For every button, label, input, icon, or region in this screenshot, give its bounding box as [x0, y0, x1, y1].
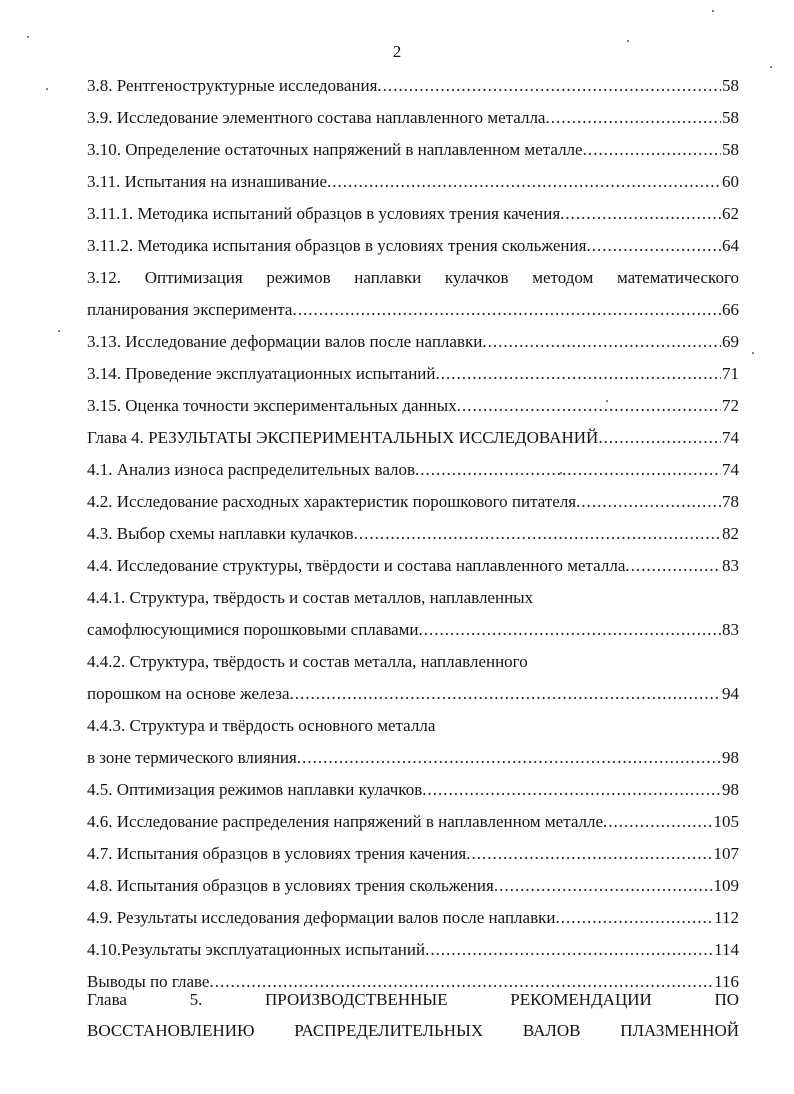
toc-entry-title: 3.11.1. Методика испытаний образцов в условиях трения качения — [87, 204, 561, 223]
toc-entry-title: 3.15. Оценка точности экспериментальных данных — [87, 396, 457, 415]
toc-entry — [87, 520, 739, 552]
toc-entry-title: в зоне термического влияния — [87, 748, 297, 767]
toc-entry — [87, 488, 739, 520]
scan-speck — [58, 330, 60, 332]
toc-entry — [87, 104, 739, 136]
toc-entry-page: 82 — [722, 524, 739, 543]
toc-entry-page: 116 — [714, 972, 739, 991]
toc-entry — [87, 872, 739, 904]
toc-entry-title: 3.8. Рентгеноструктурные исследования — [87, 76, 378, 95]
toc-entry-page: 78 — [722, 492, 739, 511]
toc-entry-title: 4.9. Результаты исследования деформации валов после наплавки — [87, 908, 556, 927]
dot-leader — [435, 360, 721, 388]
chapter-5-heading — [87, 984, 739, 1046]
dot-leader — [603, 808, 712, 836]
toc-entry — [87, 136, 739, 168]
toc-entry — [87, 776, 739, 808]
toc-entry — [87, 552, 739, 584]
toc-entry — [87, 904, 739, 936]
toc-entry — [87, 328, 739, 360]
chapter-5-heading-line-2: ВОССТАНОВЛЕНИЮ РАСПРЕДЕЛИТЕЛЬНЫХ ВАЛОВ ПЛАЗМЕННОЙ — [87, 1021, 739, 1040]
toc-entry-title: самофлюсующимися порошковыми сплавами — [87, 620, 419, 639]
toc-entry — [87, 392, 739, 424]
toc-entry-page: 98 — [722, 748, 739, 767]
page-number: 2 — [392, 42, 402, 61]
toc-entry-title: 4.3. Выбор схемы наплавки кулачков — [87, 524, 354, 543]
dot-leader — [327, 168, 721, 196]
toc-entry — [87, 424, 739, 456]
dot-leader — [290, 680, 721, 708]
toc-entry-page: 83 — [722, 620, 739, 639]
toc-entry-page: 107 — [713, 844, 739, 863]
scan-speck — [770, 66, 772, 68]
dot-leader — [297, 744, 721, 772]
dot-leader — [377, 72, 721, 100]
toc-entry-continued: 4.4.1. Структура, твёрдость и состав металлов, наплавленных — [87, 588, 534, 607]
dot-leader — [494, 872, 713, 900]
toc-entry — [87, 72, 739, 104]
scan-speck — [627, 40, 629, 42]
toc-entry-page: 58 — [722, 108, 739, 127]
toc-entry-continued: 4.4.3. Структура и твёрдость основного металла — [87, 716, 436, 735]
toc-entry-title: 4.10.Результаты эксплуатационных испытаний — [87, 940, 426, 959]
dot-leader — [457, 392, 721, 420]
scan-speck — [560, 472, 562, 474]
toc-entry — [87, 808, 739, 840]
dot-leader — [586, 232, 721, 260]
dot-leader — [422, 776, 721, 804]
toc-entry-title: 4.8. Испытания образцов в условиях трения скольжения — [87, 876, 494, 895]
toc-entry — [87, 200, 739, 232]
chapter-5-heading-line-1: Глава 5. ПРОИЗВОДСТВЕННЫЕ РЕКОМЕНДАЦИИ ПО — [87, 990, 739, 1009]
toc-entry — [87, 168, 739, 200]
dot-leader — [545, 104, 721, 132]
dot-leader — [354, 520, 721, 548]
toc-entry — [87, 744, 739, 776]
dot-leader — [482, 328, 721, 356]
toc-entry-page: 105 — [713, 812, 739, 831]
toc-entry-page: 94 — [722, 684, 739, 703]
toc-entry — [87, 296, 739, 328]
toc-entry-page: 58 — [722, 76, 739, 95]
toc-entry — [87, 456, 739, 488]
toc-entry-page: 109 — [713, 876, 739, 895]
dot-leader — [555, 904, 713, 932]
toc-entry-title: 3.10. Определение остаточных напряжений в наплавленном металле — [87, 140, 583, 159]
toc-entry-page: 74 — [722, 428, 739, 447]
toc-entry-page: 83 — [722, 556, 739, 575]
toc-entry-title: 3.9. Исследование элементного состава наплавленного металла — [87, 108, 546, 127]
toc-entry-page: 72 — [722, 396, 739, 415]
toc-entry-page: 60 — [722, 172, 739, 191]
dot-leader — [466, 840, 712, 868]
toc-entry-page: 114 — [714, 940, 739, 959]
toc-entry-title: 4.7. Испытания образцов в условиях трения качения — [87, 844, 467, 863]
toc-entry-title: порошком на основе железа — [87, 684, 290, 703]
dot-leader — [576, 488, 721, 516]
toc-entry-title: 3.14. Проведение эксплуатационных испытаний — [87, 364, 436, 383]
toc-entry-title: 4.5. Оптимизация режимов наплавки кулачков — [87, 780, 423, 799]
dot-leader — [292, 296, 721, 324]
scan-speck — [752, 352, 754, 354]
toc-entry-page: 69 — [722, 332, 739, 351]
toc-entry-page: 64 — [722, 236, 739, 255]
toc-entry-page: 112 — [714, 908, 739, 927]
toc-entry-title: 4.2. Исследование расходных характеристик порошкового питателя — [87, 492, 577, 511]
dot-leader — [425, 936, 713, 964]
toc-entry-title: 3.13. Исследование деформации валов после наплавки — [87, 332, 483, 351]
toc-entry-continued: 3.12. Оптимизация режимов наплавки кулачков методом математического — [87, 268, 739, 287]
toc-entry — [87, 232, 739, 264]
toc-entry — [87, 616, 739, 648]
toc-entry-title: Выводы по главе — [87, 972, 210, 991]
scan-speck — [46, 88, 48, 90]
toc-entry-title: 3.11.2. Методика испытания образцов в условиях трения скольжения — [87, 236, 587, 255]
table-of-contents — [87, 72, 739, 1000]
toc-entry-page: 62 — [722, 204, 739, 223]
toc-entry — [87, 936, 739, 968]
dot-leader — [583, 136, 721, 164]
scan-speck — [606, 400, 608, 402]
dot-leader — [560, 200, 721, 228]
toc-entry — [87, 840, 739, 872]
dot-leader — [415, 456, 721, 484]
dot-leader — [419, 616, 721, 644]
toc-entry-page: 71 — [722, 364, 739, 383]
scan-speck — [712, 10, 714, 12]
toc-entry-title: 4.6. Исследование распределения напряжений в наплавленном металле — [87, 812, 604, 831]
toc-entry-title: 4.4. Исследование структуры, твёрдости и состава наплавленного металла — [87, 556, 626, 575]
toc-entry-page: 58 — [722, 140, 739, 159]
toc-entry-title: 3.11. Испытания на изнашивание — [87, 172, 328, 191]
dot-leader — [625, 552, 721, 580]
toc-entry — [87, 680, 739, 712]
toc-entry-title: планирования эксперимента — [87, 300, 293, 319]
toc-entry-continued: 4.4.2. Структура, твёрдость и состав металла, наплавленного — [87, 652, 528, 671]
toc-entry-page: 98 — [722, 780, 739, 799]
toc-entry-page: 66 — [722, 300, 739, 319]
toc-entry-page: 74 — [722, 460, 739, 479]
toc-entry-title: Глава 4. РЕЗУЛЬТАТЫ ЭКСПЕРИМЕНТАЛЬНЫХ ИССЛЕДОВАНИЙ — [87, 428, 599, 447]
dot-leader — [598, 424, 721, 452]
toc-entry-title: 4.1. Анализ износа распределительных валов — [87, 460, 416, 479]
scan-speck — [27, 36, 29, 38]
toc-entry — [87, 360, 739, 392]
